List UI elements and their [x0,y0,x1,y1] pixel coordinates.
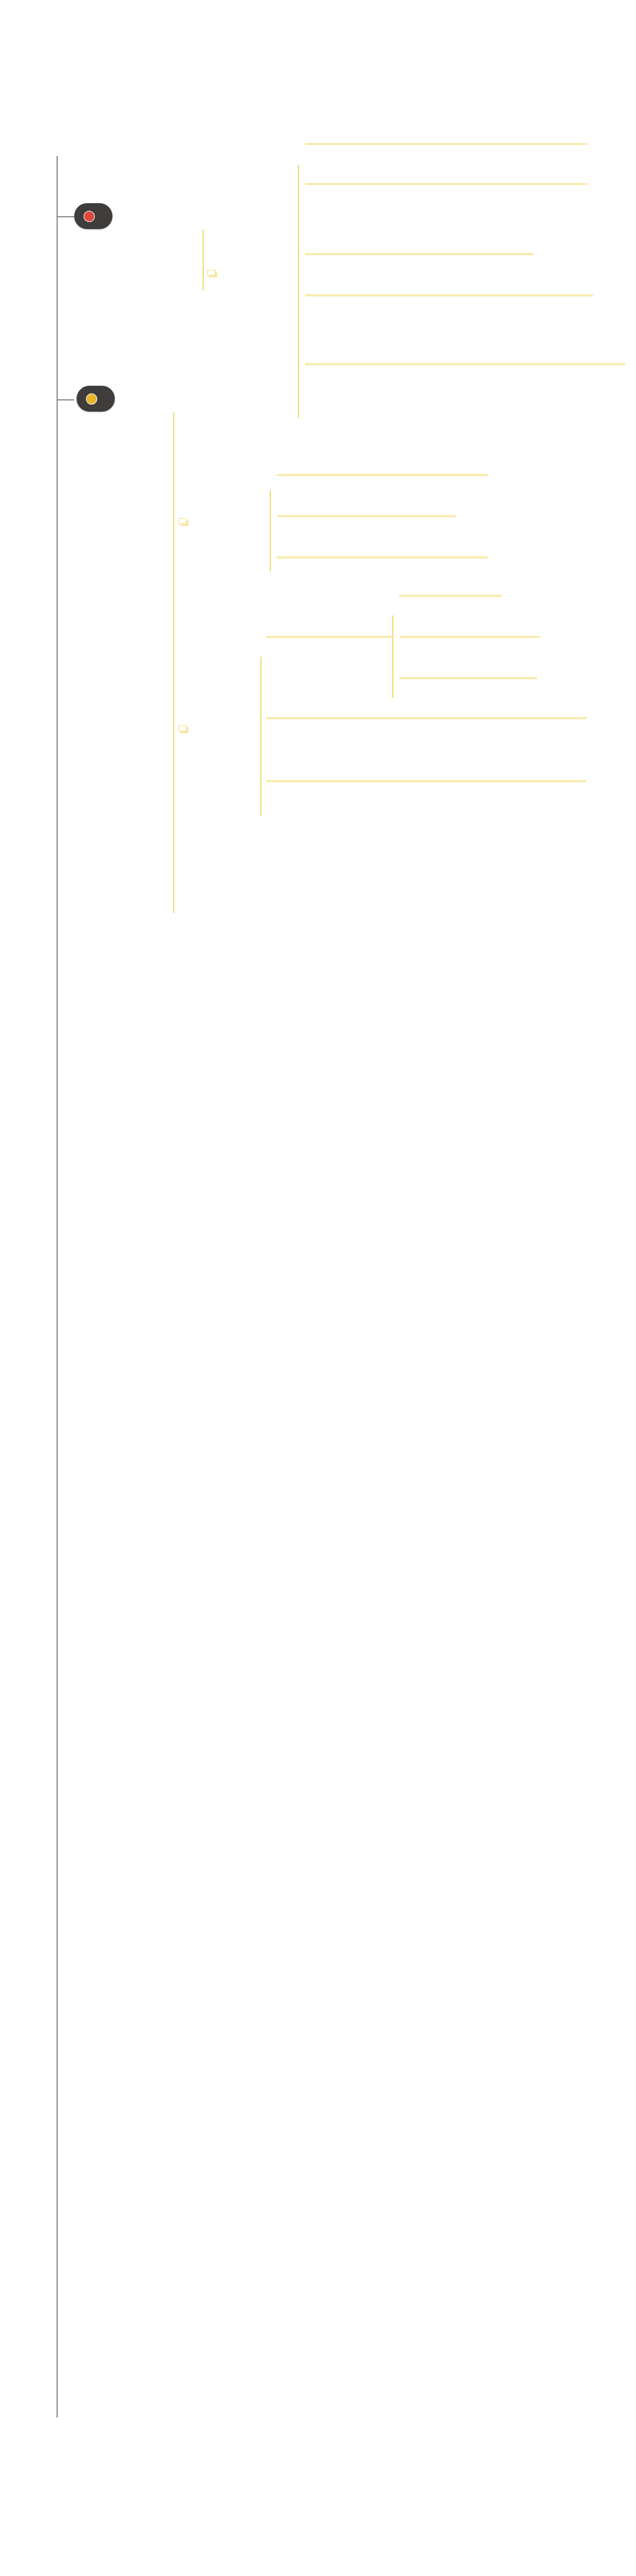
connector [173,412,174,913]
number-badge-icon [86,393,97,405]
leaf-node[interactable] [277,512,456,517]
connector [298,165,299,418]
leaf-node[interactable] [266,633,392,638]
leaf-node[interactable] [305,250,534,255]
section-2-header[interactable] [77,386,115,412]
leaf-node[interactable] [305,180,587,185]
leaf-node[interactable] [399,674,537,679]
root-trunk-line [57,156,58,2418]
connector [260,657,261,816]
leaf-node[interactable] [277,554,488,558]
leaf-node[interactable] [305,140,587,145]
section-connector [57,399,74,400]
connector [392,615,393,698]
topic-node[interactable] [178,726,187,731]
leaf-node[interactable] [399,592,502,597]
leaf-node[interactable] [305,360,625,365]
number-badge-icon [84,211,95,222]
section-connector [57,216,74,217]
leaf-node[interactable] [305,292,593,296]
leaf-node[interactable] [277,471,488,476]
leaf-node[interactable] [266,777,587,782]
leaf-node[interactable] [399,633,540,638]
topic-node[interactable] [207,270,216,276]
connector [270,490,271,571]
leaf-node[interactable] [266,714,587,719]
connector [203,230,204,290]
section-1-header[interactable] [74,203,112,229]
topic-node[interactable] [178,518,187,524]
